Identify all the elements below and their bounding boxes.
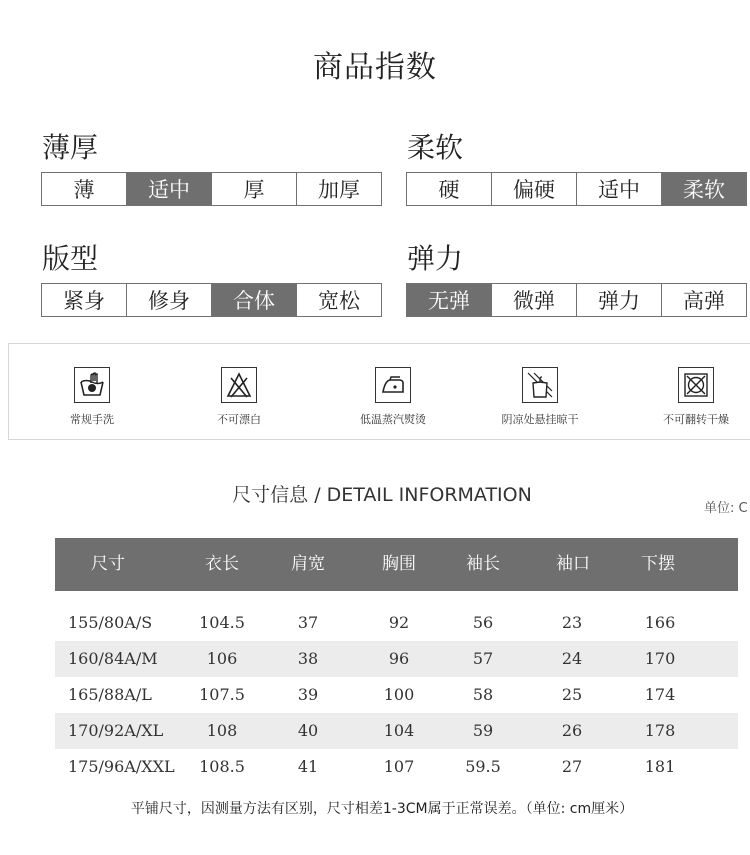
size-section-title: 尺寸信息 / DETAIL INFORMATION <box>232 484 532 506</box>
care-item <box>480 367 600 427</box>
table-cell: 24 <box>561 649 583 668</box>
hand-wash-icon <box>74 367 110 403</box>
scale-option-selected: 适中 <box>126 173 211 205</box>
fit-scale <box>41 283 382 317</box>
table-cell: 100 <box>383 685 415 704</box>
table-cell: 166 <box>644 613 676 632</box>
table-cell: 96 <box>388 649 410 668</box>
elasticity-label: 弹力 <box>407 242 464 275</box>
scale-option: 硬 <box>438 178 460 202</box>
care-item <box>179 367 299 427</box>
table-cell: 27 <box>561 757 583 776</box>
table-cell: 56 <box>472 613 494 632</box>
scale-option: 适中 <box>576 173 661 205</box>
table-row <box>55 713 738 749</box>
scale-option-selected: 合体 <box>211 284 296 316</box>
table-cell: 104 <box>383 721 415 740</box>
table-row <box>55 749 738 785</box>
table-cell: 155/80A/S <box>68 613 153 632</box>
care-label: 低温蒸汽熨烫 <box>360 413 426 426</box>
table-row <box>55 641 738 677</box>
scale-option: 宽松 <box>296 284 381 316</box>
measurement-note: 平铺尺寸，因测量方法有区别，尺寸相差1-3CM属于正常误差。（单位: cm厘米） <box>130 801 634 817</box>
table-cell: 107 <box>383 757 415 776</box>
care-label: 不可漂白 <box>217 413 261 426</box>
table-cell: 38 <box>297 649 319 668</box>
scale-option: 加厚 <box>296 173 381 205</box>
scale-option-selected: 柔软 <box>661 173 746 205</box>
thickness-label: 薄厚 <box>42 131 99 164</box>
no-bleach-icon <box>221 367 257 403</box>
unit-label: 单位: C <box>704 501 748 516</box>
scale-option: 微弹 <box>491 284 576 316</box>
shade-hang-dry-icon <box>522 367 558 403</box>
scale-option: 高弹 <box>661 284 746 316</box>
thickness-scale <box>41 172 382 206</box>
table-cell: 25 <box>561 685 583 704</box>
table-cell: 92 <box>388 613 410 632</box>
scale-option: 偏硬 <box>491 173 576 205</box>
care-label: 阴凉处悬挂晾干 <box>501 413 579 426</box>
softness-label: 柔软 <box>407 131 464 164</box>
scale-option: 厚 <box>211 173 296 205</box>
care-label: 常规手洗 <box>70 413 114 426</box>
table-cell: 58 <box>472 685 494 704</box>
header-cell: 尺寸 <box>91 554 125 574</box>
table-cell: 37 <box>297 613 319 632</box>
scale-option: 弹力 <box>576 284 661 316</box>
header-cell: 衣长 <box>205 554 239 574</box>
table-cell: 104.5 <box>199 613 245 632</box>
table-cell: 39 <box>297 685 319 704</box>
no-tumble-dry-icon <box>678 367 714 403</box>
table-row <box>55 605 738 641</box>
care-label: 不可翻转干燥 <box>663 413 729 426</box>
scale-option: 薄 <box>73 178 95 202</box>
table-cell: 170 <box>644 649 676 668</box>
table-cell: 165/88A/L <box>68 685 152 704</box>
care-item <box>636 367 750 427</box>
care-item <box>32 367 152 427</box>
table-cell: 59.5 <box>465 757 501 776</box>
table-cell: 170/92A/XL <box>68 721 164 740</box>
care-item <box>333 367 453 427</box>
table-cell: 59 <box>472 721 494 740</box>
table-row <box>55 677 738 713</box>
table-cell: 40 <box>297 721 319 740</box>
table-cell: 106 <box>206 649 238 668</box>
header-cell: 袖长 <box>466 554 500 574</box>
table-cell: 41 <box>297 757 319 776</box>
header-cell: 胸围 <box>382 554 416 574</box>
page-title: 商品指数 <box>313 50 437 85</box>
low-temp-iron-icon <box>375 367 411 403</box>
scale-option-selected: 无弹 <box>407 284 491 316</box>
table-cell: 57 <box>472 649 494 668</box>
table-cell: 108 <box>206 721 238 740</box>
softness-scale <box>406 172 747 206</box>
table-cell: 181 <box>644 757 676 776</box>
table-cell: 178 <box>644 721 676 740</box>
elasticity-scale <box>406 283 747 317</box>
scale-option: 紧身 <box>63 289 105 313</box>
scale-option: 修身 <box>126 284 211 316</box>
header-cell: 下摆 <box>641 554 675 574</box>
table-cell: 23 <box>561 613 583 632</box>
table-cell: 107.5 <box>199 685 245 704</box>
table-cell: 175/96A/XXL <box>68 757 175 776</box>
table-cell: 108.5 <box>199 757 245 776</box>
table-cell: 160/84A/M <box>68 649 158 668</box>
header-cell: 袖口 <box>556 554 590 574</box>
table-cell: 174 <box>644 685 676 704</box>
table-cell: 26 <box>561 721 583 740</box>
fit-label: 版型 <box>42 242 99 275</box>
size-table-header <box>55 538 738 591</box>
header-cell: 肩宽 <box>291 554 325 574</box>
